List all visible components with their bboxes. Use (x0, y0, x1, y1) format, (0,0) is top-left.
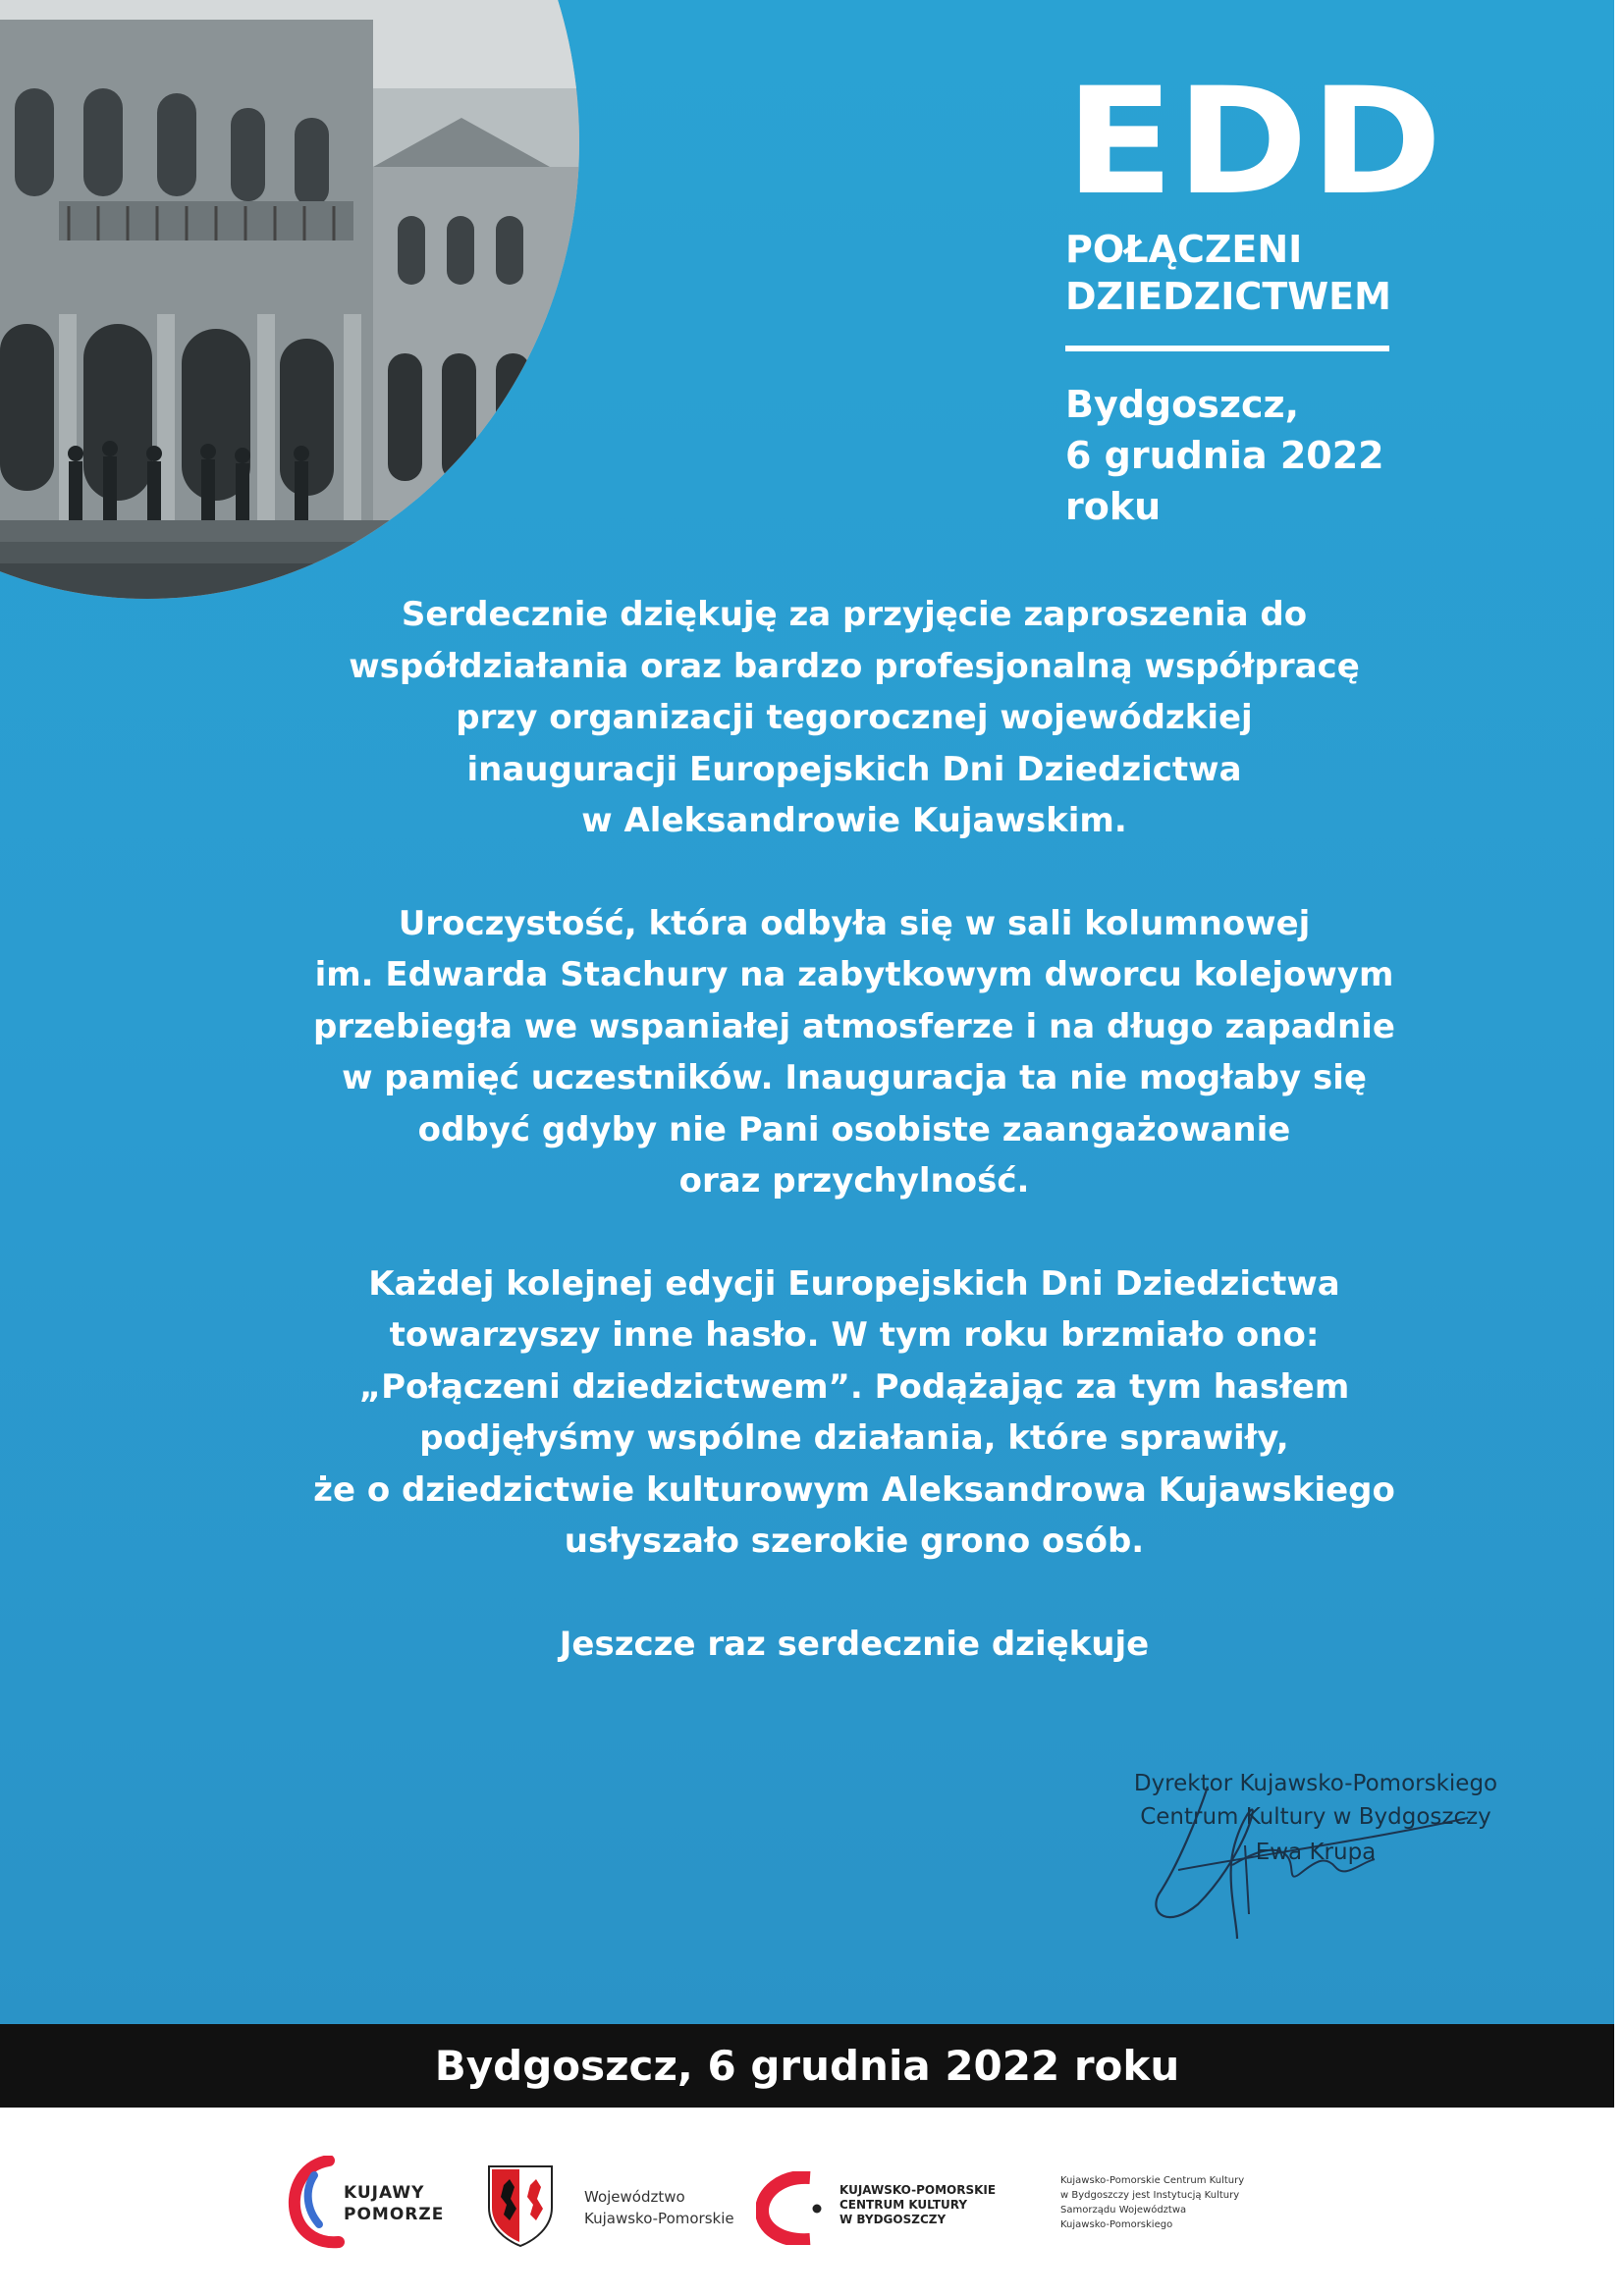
text-line: towarzyszy inne hasło. W tym roku brzmiało ono: (389, 1315, 1320, 1355)
letter-paragraph-2 (226, 898, 1483, 1207)
note-line3: Samorządu Województwa (1060, 2205, 1187, 2216)
note-line1: Kujawsko-Pomorskie Centrum Kultury (1060, 2175, 1245, 2186)
kpck-line3: W BYDGOSZCZY (839, 2213, 947, 2226)
header-place-date (1065, 379, 1438, 532)
text-line: przy organizacji tegorocznej wojewódzkiej (456, 698, 1253, 737)
text-line: Serdecznie dziękuję za przyjęcie zaproszenia do (401, 595, 1308, 634)
historic-station-photo (0, 0, 579, 599)
kpck-line1: KUJAWSKO-POMORSKIE (839, 2183, 997, 2197)
kpck-logo-icon (756, 2171, 830, 2245)
signatory-title-line1: Dyrektor Kujawsko-Pomorskiego (1133, 1771, 1498, 1796)
woj-line2: Kujawsko-Pomorskie (584, 2210, 734, 2227)
edd-logo (1065, 57, 1445, 532)
text-line: w pamięć uczestników. Inauguracja ta nie mogłaby się (342, 1058, 1367, 1097)
text-line: odbyć gdyby nie Pani osobiste zaangażowanie (417, 1109, 1291, 1149)
letter-closing (226, 1619, 1483, 1671)
signatory-name: Ewa Krupa (1255, 1840, 1377, 1865)
letter-paragraph-3 (226, 1258, 1483, 1568)
logo-divider (1065, 346, 1389, 351)
text-line: podjęłyśmy wspólne działania, które sprawiły, (419, 1418, 1289, 1458)
voivodeship-coat-of-arms-icon (486, 2163, 555, 2248)
signature-block (1090, 1767, 1542, 1869)
logo-subtitle (1065, 226, 1438, 320)
pomorze-text: POMORZE (344, 2205, 445, 2224)
kpck-logo-text (839, 2183, 996, 2227)
text-line: przebiegła we wspaniałej atmosferze i na długo zapadnie (313, 1006, 1395, 1046)
letter-paragraph-1 (226, 589, 1483, 847)
kujawy-pomorze-logo-text (344, 2182, 444, 2225)
text-line: inauguracji Europejskich Dni Dziedzictwa (466, 749, 1242, 789)
kpck-line2: CENTRUM KULTURY (839, 2198, 968, 2212)
text-line: współdziałania oraz bardzo profesjonalną współpracę (349, 646, 1360, 686)
woj-line1: Województwo (584, 2188, 685, 2206)
note-line4: Kujawsko-Pomorskiego (1060, 2219, 1173, 2230)
header-place: Bydgoszcz, (1065, 383, 1300, 426)
closing-line: Jeszcze raz serdecznie dziękuje (559, 1624, 1150, 1664)
kujawy-text: KUJAWY (344, 2183, 425, 2203)
text-line: Uroczystość, która odbyła się w sali kolumnowej (398, 903, 1311, 943)
band-date-text: Bydgoszcz, 6 grudnia 2022 roku (434, 2042, 1180, 2090)
voivodeship-logo-text (584, 2186, 734, 2229)
logo-subtitle-line1: POŁĄCZENI (1065, 228, 1303, 271)
institution-note (1060, 2173, 1244, 2232)
text-line: im. Edwarda Stachury na zabytkowym dworcu kolejowym (314, 955, 1394, 994)
text-line: że o dziedzictwie kulturowym Aleksandrowa Kujawskiego (313, 1469, 1395, 1510)
text-line: „Połączeni dziedzictwem”. Podążając za tym hasłem (358, 1366, 1350, 1407)
note-line2: w Bydgoszczy jest Instytucją Kultury (1060, 2190, 1240, 2201)
logo-subtitle-line2: DZIEDZICTWEM (1065, 275, 1391, 318)
header-date: 6 grudnia 2022 roku (1065, 434, 1384, 528)
text-line: usłyszało szerokie grono osób. (564, 1522, 1145, 1561)
text-line: w Aleksandrowie Kujawskim. (581, 801, 1127, 840)
station-building-illustration (0, 0, 579, 599)
text-line: oraz przychylność. (678, 1161, 1030, 1201)
edd-logo-text: EDD (1065, 57, 1445, 228)
letter-body (226, 589, 1483, 1721)
signatory-title-line2: Centrum Kultury w Bydgoszczy (1140, 1804, 1491, 1830)
text-line: Każdej kolejnej edycji Europejskich Dni Dziedzictwa (368, 1263, 1340, 1304)
